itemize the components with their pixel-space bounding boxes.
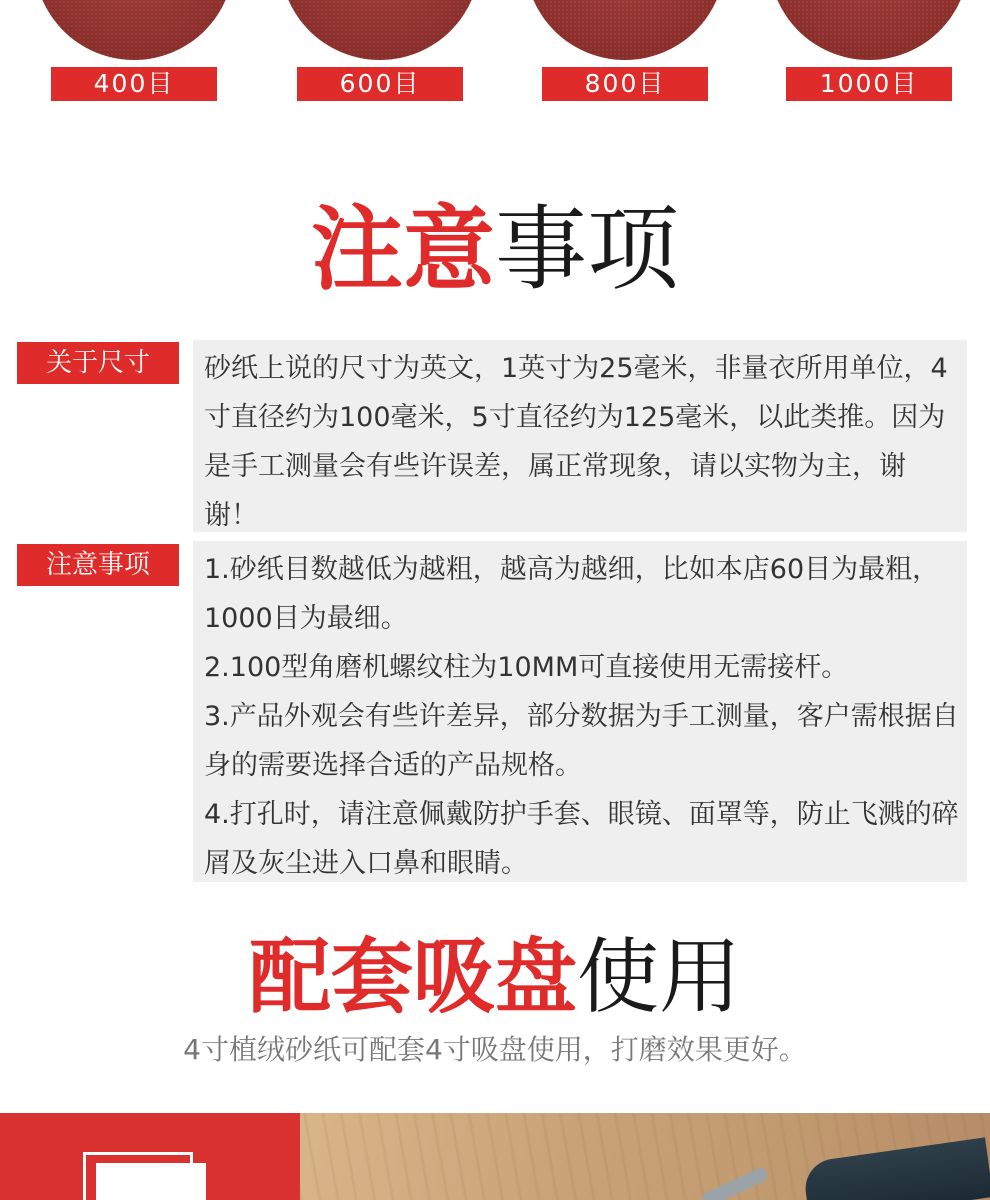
notes-item: 2.100型角磨机螺纹柱为10MM可直接使用无需接杆。 bbox=[204, 652, 849, 683]
notice-heading bbox=[0, 196, 990, 303]
grit-label: 1000目 bbox=[786, 67, 952, 101]
step-number-badge bbox=[96, 1163, 206, 1200]
suction-subtitle: 4寸植绒砂纸可配套4寸吸盘使用，打磨效果更好。 bbox=[183, 1033, 807, 1066]
notes-item: 1.砂纸目数越低为越粗，越高为越细，比如本店60目为最粗，1000目为最细。 bbox=[204, 554, 940, 634]
notice-heading-thin: 事项 bbox=[495, 196, 680, 303]
grit-item-800 bbox=[542, 0, 708, 105]
notes-item: 4.打孔时，请注意佩戴防护手套、眼镜、面罩等，防止飞溅的碎屑及灰尘进入口鼻和眼睛。 bbox=[204, 799, 959, 879]
grit-item-1000 bbox=[786, 0, 952, 105]
sandpaper-disc-image bbox=[280, 0, 480, 60]
grit-disc-row bbox=[0, 0, 990, 110]
grit-item-400 bbox=[51, 0, 217, 105]
grit-item-600 bbox=[297, 0, 463, 105]
grit-label: 600目 bbox=[297, 67, 463, 101]
size-row-text: 砂纸上说的尺寸为英文，1英寸为25毫米，非量衣所用单位，4寸直径约为100毫米，5寸直径约为125毫米，以此类推。因为是手工测量会有些许误差，属正常现象，请以实物为主，谢谢！ bbox=[204, 353, 948, 531]
sandpaper-disc-image bbox=[769, 0, 969, 60]
size-row-label: 关于尺寸 bbox=[17, 342, 179, 384]
size-row-text-box bbox=[193, 340, 967, 532]
notes-item: 3.产品外观会有些许差异，部分数据为手工测量，客户需根据自身的需要选择合适的产品规格。 bbox=[204, 701, 959, 781]
suction-heading-thin: 使用 bbox=[577, 930, 742, 1025]
notes-row-text-box bbox=[193, 541, 967, 882]
notice-heading-strong: 注意 bbox=[310, 196, 495, 303]
notes-row-label: 注意事项 bbox=[17, 544, 179, 586]
grit-label: 400目 bbox=[51, 67, 217, 101]
grit-label: 800目 bbox=[542, 67, 708, 101]
sandpaper-disc-image bbox=[525, 0, 725, 60]
sandpaper-disc-image bbox=[34, 0, 234, 60]
suction-heading bbox=[0, 930, 990, 1026]
suction-heading-strong: 配套吸盘 bbox=[248, 930, 577, 1025]
